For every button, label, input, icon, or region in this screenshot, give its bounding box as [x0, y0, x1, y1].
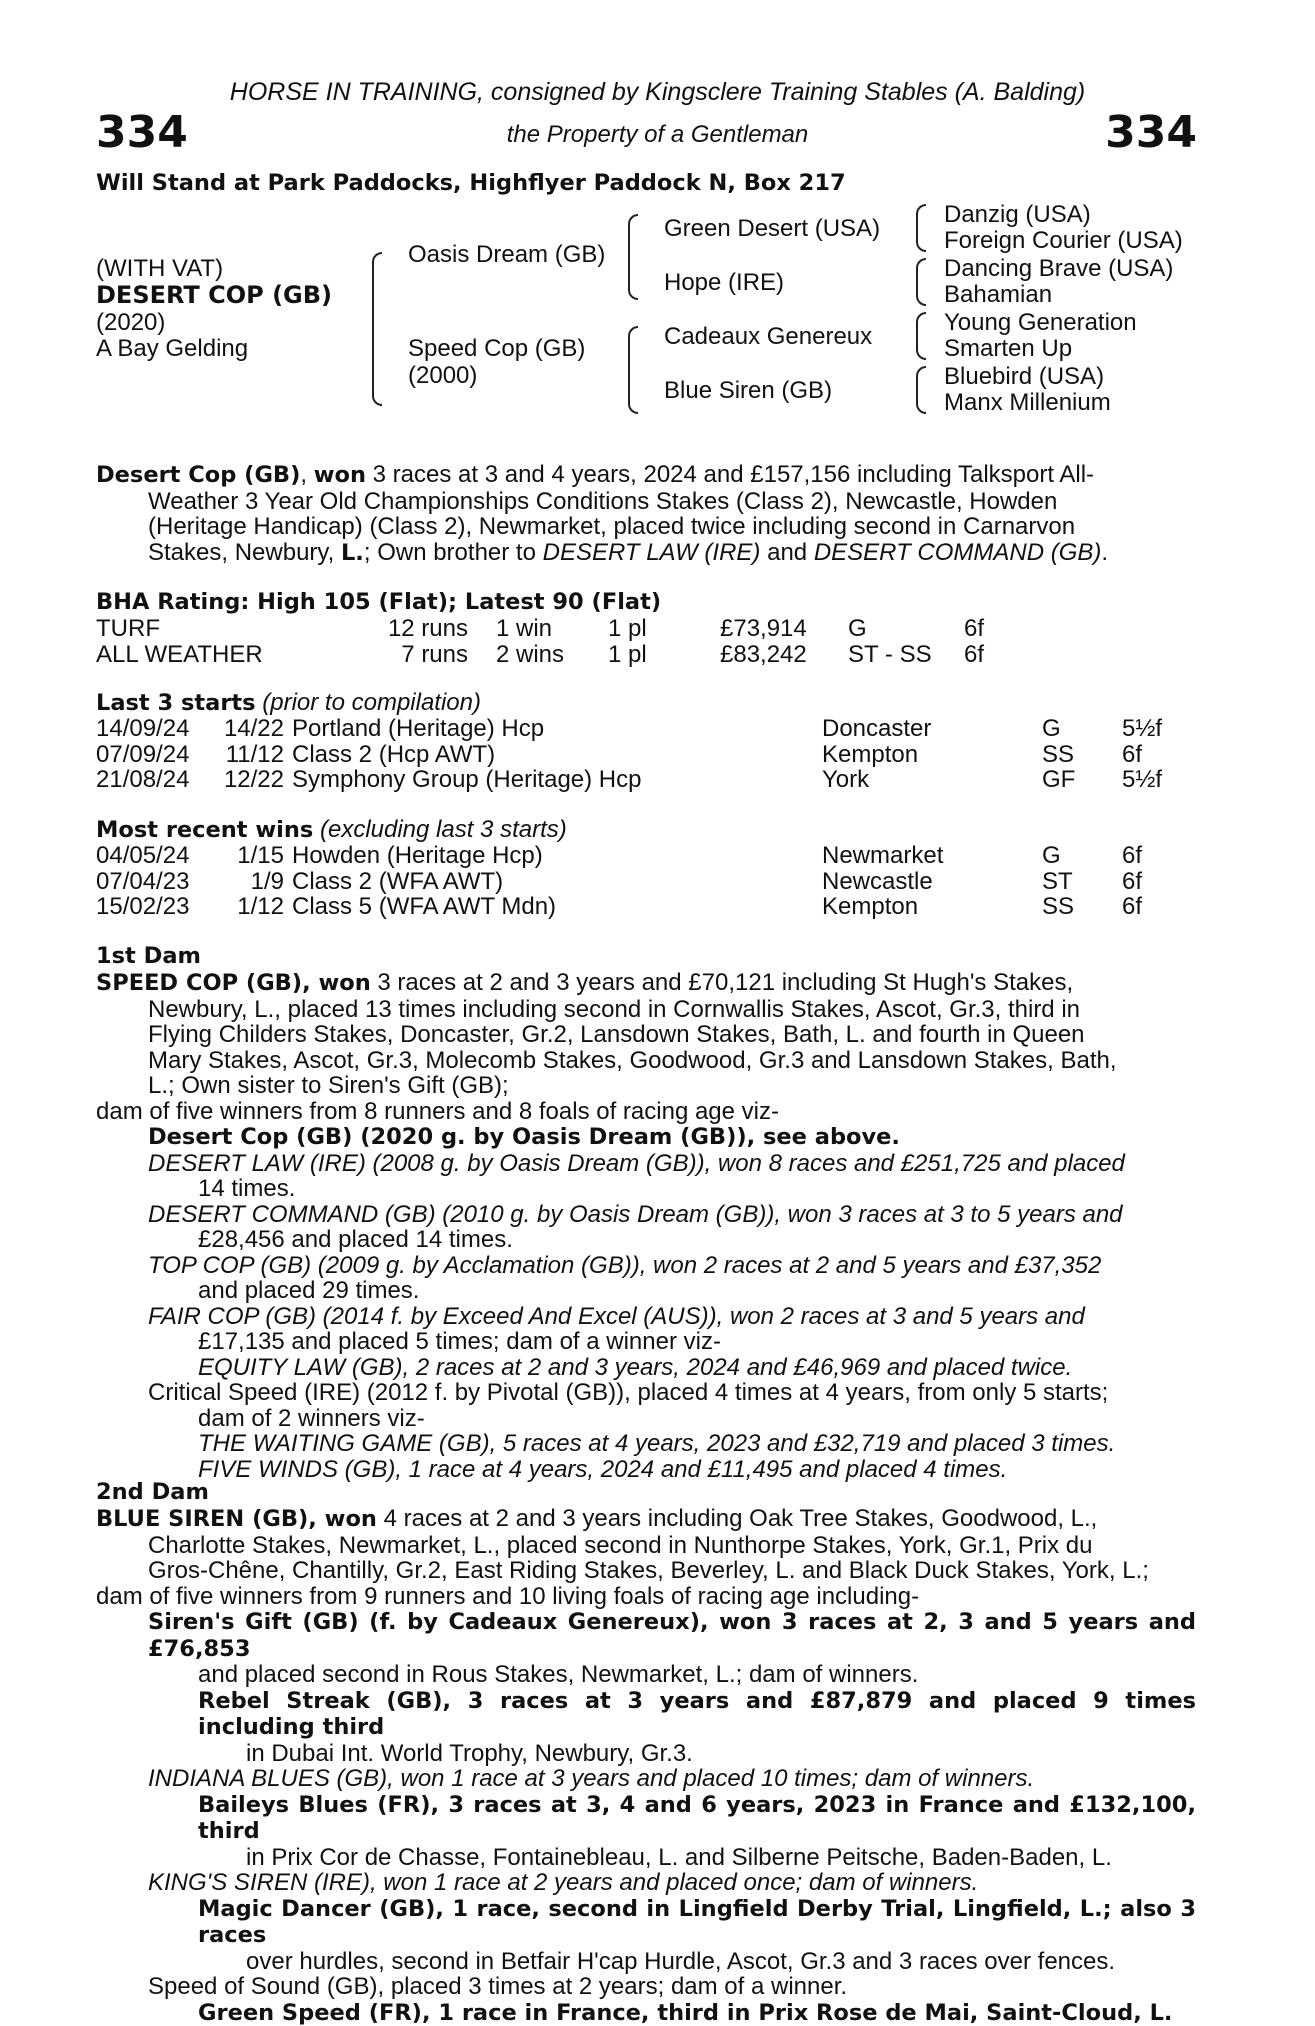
sibling-name: DESERT COMMAND (GB) [813, 538, 1102, 566]
pedigree-brace [916, 204, 926, 252]
sire: Oasis Dream (GB) [408, 241, 606, 268]
progeny-entry: THE WAITING GAME (GB), 5 races at 4 years, 2023 and £32,719 and placed 3 times. [198, 1430, 1116, 1457]
course-cell: Doncaster [822, 715, 932, 742]
sibling-name: DESERT LAW (IRE) [542, 538, 761, 566]
race-cell: Class 2 (Hcp AWT) [292, 740, 496, 768]
sire-dam-dam: Bahamian [944, 281, 1053, 308]
course-cell: Newcastle [822, 867, 933, 895]
runs-cell: 12 runs [387, 615, 468, 642]
heading-text: Most recent wins [96, 817, 314, 843]
course-cell: Newmarket [822, 842, 944, 869]
horse-year: (2020) [96, 309, 166, 336]
position-cell: 11/12 [225, 740, 284, 768]
dam-line: L.; Own sister to Siren's Gift (GB); [148, 1072, 509, 1099]
summary-line: 3 races at 3 and 4 years, 2024 and £157,156 including Talksport All- [365, 461, 1095, 488]
race-summary: Desert Cop (GB), won 3 races at 3 and 4 years, 2024 and £157,156 including Talksport All- Weather 3 Year Old Championships Conditions Stakes (Class 2), Newcastle, Howden (Heritage Handicap) (Class 2), Newmarket, placed twice including second in Carnarvon Stakes, Newbury, L.; Own brother to DESERT LAW (IRE) and DESERT COMMAND (GB). [96, 462, 1196, 566]
bha-rating-heading: BHA Rating: High 105 (Flat); Latest 90 (Flat) [96, 589, 662, 615]
dam-line: Charlotte Stakes, Newmarket, L., placed second in Nunthorpe Stakes, York, Gr.1, Prix du [148, 1531, 1093, 1559]
lot-number-left: 334 [96, 107, 188, 158]
going-cell: ST [1042, 867, 1073, 895]
summary-line: (Heritage Handicap) (Class 2), Newmarket, placed twice including second in Carnarvon [148, 513, 1076, 540]
course-cell: Kempton [822, 893, 919, 920]
pedigree-brace [916, 258, 926, 306]
position-cell: 12/22 [223, 766, 284, 793]
date-cell: 21/08/24 [96, 766, 190, 793]
second-dam-text [96, 1506, 1196, 2026]
progeny-entry: and placed second in Rous Stakes, Newmarket, L.; dam of winners. [198, 1661, 919, 1688]
dam-name: BLUE SIREN (GB), won [96, 1506, 377, 1532]
race-cell: Symphony Group (Heritage) Hcp [292, 766, 642, 793]
placed-cell: 1 pl [608, 640, 647, 668]
race-cell: Class 2 (WFA AWT) [292, 867, 504, 895]
distance-cell: 6f [964, 615, 985, 642]
table-row [96, 894, 1142, 920]
dam-line: 4 races at 2 and 3 years including Oak Tree Stakes, Goodwood, L., [376, 1505, 1098, 1532]
progeny-entry: in Dubai Int. World Trophy, Newbury, Gr.3. [246, 1739, 693, 1767]
table-row [96, 742, 1162, 768]
progeny-entry: Desert Cop (GB) (2020 g. by Oasis Dream (GB)), see above. [148, 1124, 900, 1150]
second-dam-heading: 2nd Dam [96, 1479, 209, 1505]
going-cell: SS [1042, 740, 1075, 768]
going-cell: G [1042, 842, 1061, 869]
going-cell: SS [1042, 893, 1075, 920]
progeny-entry: dam of 2 winners viz- [198, 1404, 425, 1432]
pedigree-brace [916, 312, 926, 360]
property-line: the Property of a Gentleman [506, 121, 809, 148]
progeny-entry: Green Speed (FR), 1 race in France, third in Prix Rose de Mai, Saint-Cloud, L. [198, 1999, 1173, 2026]
prize-cell: £83,242 [720, 640, 807, 668]
position-cell: 1/15 [237, 842, 284, 869]
dam-line: Newbury, L., placed 13 times including second in Cornwallis Stakes, Ascot, Gr.3, third in [148, 995, 1081, 1023]
heading-text: Last 3 starts [96, 690, 256, 716]
distance-cell: 6f [1122, 740, 1143, 768]
runs-cell: 7 runs [401, 640, 468, 668]
distance-cell: 6f [964, 640, 985, 668]
date-cell: 15/02/23 [96, 893, 190, 920]
first-dam-heading: 1st Dam [96, 943, 201, 969]
pedigree-brace [628, 326, 638, 414]
progeny-entry: Rebel Streak (GB), 3 races at 3 years and £87,879 and placed 9 times including third [198, 1687, 1196, 1740]
wins-cell: 2 wins [496, 640, 565, 668]
table-row [96, 767, 1162, 793]
recent-wins-heading [96, 817, 567, 844]
progeny-entry: 14 times. [198, 1175, 296, 1202]
going-cell: G [848, 615, 867, 642]
distance-cell: 6f [1122, 842, 1143, 869]
date-cell: 04/05/24 [96, 842, 190, 869]
sire-sire-sire: Danzig (USA) [944, 201, 1091, 228]
table-row [96, 642, 984, 668]
dam-line: dam of five winners from 9 runners and 10 living foals of racing age including- [96, 1582, 920, 1610]
position-cell: 1/9 [250, 867, 284, 895]
recent-wins-table [96, 843, 1142, 920]
stand-location: Will Stand at Park Paddocks, Highflyer Paddock N, Box 217 [96, 170, 846, 196]
dam-dam: Blue Siren (GB) [664, 377, 833, 404]
consignment-line: HORSE IN TRAINING, consigned by Kingsclere Training Stables (A. Balding) [229, 78, 1086, 106]
distance-cell: 6f [1122, 893, 1143, 920]
progeny-entry: DESERT COMMAND (GB) (2010 g. by Oasis Dream (GB)), won 3 races at 3 to 5 years and [148, 1200, 1123, 1228]
summary-line: and [760, 538, 814, 566]
progeny-entry: KING'S SIREN (IRE), won 1 race at 2 years and placed once; dam of winners. [148, 1869, 979, 1896]
dam: Speed Cop (GB) [408, 335, 586, 362]
wins-cell: 1 win [496, 615, 553, 642]
progeny-entry: £28,456 and placed 14 times. [198, 1226, 513, 1253]
progeny-entry: Critical Speed (IRE) (2012 f. by Pivotal (GB)), placed 4 times at 4 years, from only 5 starts; [148, 1379, 1109, 1406]
progeny-entry: FIVE WINDS (GB), 1 race at 4 years, 2024 and £11,495 and placed 4 times. [198, 1455, 1008, 1483]
dam-year: (2000) [408, 362, 478, 389]
lot-number-right: 334 [1105, 107, 1197, 158]
dam-line: Flying Childers Stakes, Doncaster, Gr.2, Lansdown Stakes, Bath, L. and fourth in Queen [148, 1021, 1085, 1048]
going-cell: ST - SS [848, 640, 932, 668]
dam-dam-sire: Bluebird (USA) [944, 363, 1105, 390]
sire-sire-dam: Foreign Courier (USA) [944, 227, 1183, 254]
progeny-entry: FAIR COP (GB) (2014 f. by Exceed And Excel (AUS)), won 2 races at 3 and 5 years and [148, 1302, 1085, 1330]
course-cell: York [822, 766, 870, 793]
summary-line: . [1101, 538, 1109, 566]
summary-won: won [313, 462, 366, 488]
dam-sire: Cadeaux Genereux [664, 323, 873, 350]
progeny-entry: EQUITY LAW (GB), 2 races at 2 and 3 years, 2024 and £46,969 and placed twice. [198, 1353, 1073, 1381]
progeny-entry: £17,135 and placed 5 times; dam of a winner viz- [198, 1328, 721, 1355]
race-cell: Howden (Heritage Hcp) [292, 842, 543, 869]
dam-sire-sire: Young Generation [944, 309, 1137, 336]
pedigree-brace [916, 366, 926, 414]
dam-line: dam of five winners from 8 runners and 8 foals of racing age viz- [96, 1097, 779, 1125]
progeny-entry: Siren's Gift (GB) (f. by Cadeaux Genereux), won 3 races at 2, 3 and 5 years and £76,853 [148, 1609, 1196, 1662]
progeny-entry: INDIANA BLUES (GB), won 1 race at 3 years and placed 10 times; dam of winners. [148, 1765, 1035, 1792]
listed-mark: L. [340, 539, 364, 566]
bha-table [96, 616, 984, 667]
first-dam-text [96, 970, 1196, 1482]
pedigree-brace [372, 252, 382, 406]
going-cell: G [1042, 715, 1061, 742]
surface-cell: ALL WEATHER [96, 640, 263, 668]
heading-note: (prior to compilation) [255, 689, 481, 716]
heading-note: (excluding last 3 starts) [313, 816, 567, 843]
position-cell: 14/22 [223, 715, 284, 742]
date-cell: 07/09/24 [96, 740, 190, 768]
distance-cell: 5½f [1122, 715, 1163, 742]
last-3-starts-heading [96, 690, 481, 717]
progeny-entry: DESERT LAW (IRE) (2008 g. by Oasis Dream (GB)), won 8 races and £251,725 and placed [148, 1149, 1125, 1177]
course-cell: Kempton [822, 740, 919, 768]
vat-note: (WITH VAT) [96, 255, 224, 282]
pedigree-brace [628, 214, 638, 300]
distance-cell: 6f [1122, 867, 1143, 895]
position-cell: 1/12 [237, 893, 284, 920]
progeny-entry: Baileys Blues (FR), 3 races at 3, 4 and 6 years, 2023 in France and £132,100, third [198, 1791, 1196, 1844]
dam-line: 3 races at 2 and 3 years and £70,121 including St Hugh's Stakes, [370, 969, 1074, 996]
progeny-entry: Speed of Sound (GB), placed 3 times at 2 years; dam of a winner. [148, 1973, 848, 2000]
progeny-entry: Magic Dancer (GB), 1 race, second in Lingfield Derby Trial, Lingfield, L.; also 3 races [198, 1895, 1196, 1948]
summary-line: ; Own brother to [363, 538, 543, 566]
progeny-entry: and placed 29 times. [198, 1277, 420, 1304]
going-cell: GF [1042, 766, 1076, 793]
sire-dam: Hope (IRE) [664, 269, 785, 296]
date-cell: 14/09/24 [96, 715, 190, 742]
table-row [96, 869, 1142, 895]
dam-name: SPEED COP (GB), won [96, 970, 371, 996]
dam-line: Gros-Chêne, Chantilly, Gr.2, East Riding Stakes, Beverley, L. and Black Duck Stakes, York, L.; [148, 1557, 1149, 1584]
table-row [96, 716, 1162, 742]
placed-cell: 1 pl [608, 615, 647, 642]
progeny-entry: over hurdles, second in Betfair H'cap Hurdle, Ascot, Gr.3 and 3 races over fences. [246, 1947, 1116, 1975]
horse-name: DESERT COP (GB) [96, 281, 333, 309]
summary-line: Stakes, Newbury, [148, 538, 341, 566]
horse-description: A Bay Gelding [96, 335, 249, 362]
distance-cell: 5½f [1122, 766, 1163, 793]
sire-sire: Green Desert (USA) [664, 215, 881, 242]
table-row [96, 843, 1142, 869]
dam-dam-dam: Manx Millenium [944, 389, 1111, 416]
prize-cell: £73,914 [720, 615, 807, 642]
sire-dam-sire: Dancing Brave (USA) [944, 255, 1174, 282]
progeny-entry: TOP COP (GB) (2009 g. by Acclamation (GB)), won 2 races at 2 and 5 years and £37,352 [148, 1251, 1102, 1279]
table-row [96, 616, 984, 642]
surface-cell: TURF [96, 615, 160, 642]
dam-sire-dam: Smarten Up [944, 335, 1073, 362]
date-cell: 07/04/23 [96, 867, 190, 895]
summary-line: Weather 3 Year Old Championships Conditions Stakes (Class 2), Newcastle, Howden [148, 487, 1058, 515]
race-cell: Class 5 (WFA AWT Mdn) [292, 893, 557, 920]
summary-horse-name: Desert Cop (GB) [96, 462, 301, 488]
race-cell: Portland (Heritage) Hcp [292, 715, 545, 742]
progeny-entry: in Prix Cor de Chasse, Fontainebleau, L. and Silberne Peitsche, Baden-Baden, L. [246, 1843, 1112, 1871]
last-3-starts-table [96, 716, 1162, 793]
dam-line: Mary Stakes, Ascot, Gr.3, Molecomb Stakes, Goodwood, Gr.3 and Lansdown Stakes, Bath, [148, 1046, 1117, 1074]
